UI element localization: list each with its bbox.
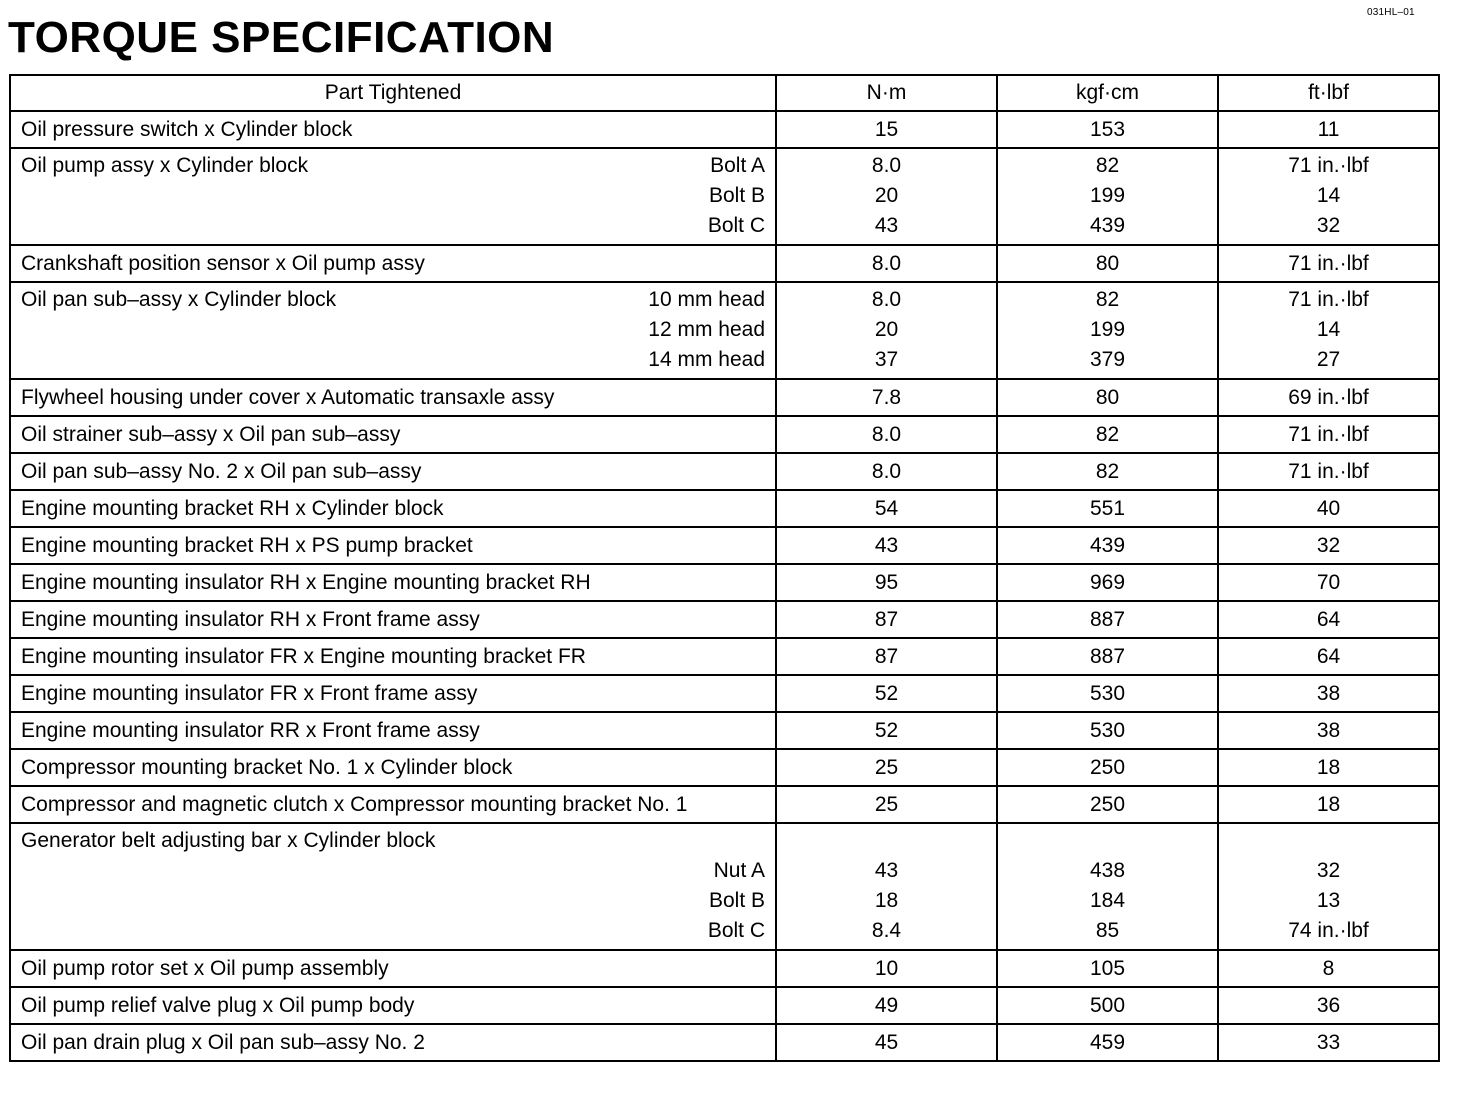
value-ftlbf-text: 14 — [1316, 184, 1341, 207]
value-kgfcm-text: 250 — [1089, 756, 1126, 779]
value-ftlbf-text: 13 — [1316, 889, 1341, 912]
table-row — [10, 416, 1439, 453]
value-ftlbf — [1218, 823, 1439, 950]
value-kgfcm — [997, 282, 1218, 379]
value-nm-text: 45 — [874, 1031, 899, 1054]
value-kgfcm — [997, 527, 1218, 564]
value-kgfcm — [997, 148, 1218, 245]
value-kgfcm-text: 379 — [1089, 348, 1126, 371]
part-cell — [10, 601, 776, 638]
value-ftlbf-text: 36 — [1316, 994, 1341, 1017]
value-nm-text: 8.0 — [871, 460, 902, 483]
sub-label: Bolt B — [708, 184, 765, 207]
part-cell — [10, 749, 776, 786]
value-nm-text: 8.0 — [871, 423, 902, 446]
value-ftlbf-text: 32 — [1316, 859, 1341, 882]
value-ftlbf-text: 32 — [1316, 214, 1341, 237]
value-kgfcm — [997, 786, 1218, 823]
part-name: Oil strainer sub–assy x Oil pan sub–assy — [21, 423, 401, 446]
value-nm — [776, 148, 997, 245]
value-kgfcm-text: 459 — [1089, 1031, 1126, 1054]
value-ftlbf-text: 38 — [1316, 719, 1341, 742]
part-name: Compressor and magnetic clutch x Compressor mounting bracket No. 1 — [21, 793, 688, 816]
table-row — [10, 1024, 1439, 1061]
value-kgfcm-text: 82 — [1095, 288, 1120, 311]
part-line — [21, 285, 765, 315]
part-cell — [10, 282, 776, 379]
value-nm-text: 43 — [874, 214, 899, 237]
blank-line — [777, 826, 996, 856]
table-row — [10, 786, 1439, 823]
value-kgfcm-text: 500 — [1089, 994, 1126, 1017]
value-ftlbf — [1218, 749, 1439, 786]
value-kgfcm-text: 551 — [1089, 497, 1126, 520]
value-kgfcm-text: 153 — [1089, 118, 1126, 141]
table-row — [10, 564, 1439, 601]
table-row — [10, 823, 1439, 950]
value-nm-text: 54 — [874, 497, 899, 520]
value-kgfcm — [997, 490, 1218, 527]
value-kgfcm-text: 530 — [1089, 719, 1126, 742]
part-cell — [10, 675, 776, 712]
part-cell — [10, 379, 776, 416]
part-cell — [10, 987, 776, 1024]
value-nm-text: 43 — [874, 534, 899, 557]
table-row — [10, 675, 1439, 712]
document-code: 031HL–01 — [1367, 7, 1415, 18]
part-cell — [10, 245, 776, 282]
value-ftlbf — [1218, 379, 1439, 416]
value-kgfcm-text: 250 — [1089, 793, 1126, 816]
value-ftlbf — [1218, 282, 1439, 379]
value-ftlbf-text: 14 — [1316, 318, 1341, 341]
value-kgfcm-text: 199 — [1089, 184, 1126, 207]
value-nm-text: 15 — [874, 118, 899, 141]
value-kgfcm-text: 82 — [1095, 423, 1120, 446]
table-row — [10, 148, 1439, 245]
value-ftlbf-text: 18 — [1316, 793, 1341, 816]
value-nm — [776, 111, 997, 148]
sub-label: Nut A — [713, 859, 765, 882]
value-ftlbf-text: 71 in.·lbf — [1288, 423, 1369, 446]
value-kgfcm — [997, 564, 1218, 601]
value-ftlbf — [1218, 786, 1439, 823]
value-nm — [776, 675, 997, 712]
value-nm — [776, 786, 997, 823]
part-cell — [10, 786, 776, 823]
value-ftlbf — [1218, 111, 1439, 148]
value-ftlbf-text: 64 — [1316, 608, 1341, 631]
value-ftlbf — [1218, 453, 1439, 490]
value-nm — [776, 712, 997, 749]
table-row — [10, 712, 1439, 749]
part-cell — [10, 712, 776, 749]
header-row — [10, 75, 1439, 111]
part-cell — [10, 111, 776, 148]
part-name: Oil pump assy x Cylinder block — [21, 154, 309, 177]
sub-label: Bolt C — [707, 214, 765, 237]
value-nm — [776, 453, 997, 490]
value-kgfcm-text: 199 — [1089, 318, 1126, 341]
page-title: TORQUE SPECIFICATION — [8, 13, 555, 62]
value-nm-text: 37 — [874, 348, 899, 371]
value-ftlbf — [1218, 987, 1439, 1024]
value-kgfcm — [997, 416, 1218, 453]
value-nm-text: 8.4 — [871, 919, 902, 942]
part-name: Oil pan sub–assy x Cylinder block — [21, 288, 337, 311]
sub-label: 14 mm head — [648, 348, 765, 371]
value-ftlbf-text: 38 — [1316, 682, 1341, 705]
value-nm — [776, 416, 997, 453]
value-ftlbf-text: 40 — [1316, 497, 1341, 520]
value-kgfcm-text: 439 — [1089, 214, 1126, 237]
value-kgfcm-text: 82 — [1095, 154, 1120, 177]
value-ftlbf-text: 11 — [1317, 118, 1340, 141]
value-nm — [776, 638, 997, 675]
value-kgfcm — [997, 1024, 1218, 1061]
table-row — [10, 282, 1439, 379]
part-name: Engine mounting insulator FR x Engine mounting bracket FR — [21, 645, 586, 668]
part-name: Engine mounting insulator RH x Engine mounting bracket RH — [21, 571, 591, 594]
table-row — [10, 490, 1439, 527]
table-row — [10, 379, 1439, 416]
value-ftlbf-text: 69 in.·lbf — [1288, 386, 1369, 409]
value-kgfcm — [997, 823, 1218, 950]
value-kgfcm — [997, 749, 1218, 786]
value-kgfcm — [997, 601, 1218, 638]
value-ftlbf — [1218, 245, 1439, 282]
value-nm — [776, 1024, 997, 1061]
value-nm-text: 18 — [874, 889, 899, 912]
table-row — [10, 527, 1439, 564]
value-kgfcm — [997, 638, 1218, 675]
value-kgfcm-text: 82 — [1095, 460, 1120, 483]
value-ftlbf — [1218, 1024, 1439, 1061]
value-kgfcm-text: 438 — [1089, 859, 1126, 882]
header-part-tightened: Part Tightened — [10, 75, 776, 111]
sub-label: 10 mm head — [648, 288, 765, 311]
sub-label: Bolt A — [710, 154, 765, 177]
value-kgfcm — [997, 379, 1218, 416]
value-ftlbf-text: 33 — [1316, 1031, 1341, 1054]
value-nm-text: 25 — [874, 756, 899, 779]
table-row — [10, 453, 1439, 490]
part-name: Oil pressure switch x Cylinder block — [21, 118, 353, 141]
value-ftlbf-text: 71 in.·lbf — [1288, 154, 1369, 177]
value-kgfcm-text: 80 — [1095, 252, 1120, 275]
value-nm — [776, 749, 997, 786]
value-nm-text: 8.0 — [871, 288, 902, 311]
part-cell — [10, 490, 776, 527]
part-cell — [10, 527, 776, 564]
value-nm-text: 8.0 — [871, 154, 902, 177]
value-kgfcm — [997, 111, 1218, 148]
part-name: Engine mounting bracket RH x PS pump bracket — [21, 534, 473, 557]
table-row — [10, 950, 1439, 987]
part-name: Engine mounting insulator FR x Front frame assy — [21, 682, 478, 705]
value-nm-text: 7.8 — [871, 386, 902, 409]
value-nm — [776, 282, 997, 379]
value-ftlbf-text: 32 — [1316, 534, 1341, 557]
value-nm — [776, 564, 997, 601]
table-row — [10, 601, 1439, 638]
value-nm — [776, 950, 997, 987]
value-kgfcm-text: 105 — [1089, 957, 1126, 980]
value-nm — [776, 823, 997, 950]
value-ftlbf — [1218, 601, 1439, 638]
value-kgfcm — [997, 675, 1218, 712]
value-kgfcm-text: 439 — [1089, 534, 1126, 557]
blank-line — [998, 826, 1217, 856]
table-row — [10, 111, 1439, 148]
part-cell — [10, 453, 776, 490]
value-ftlbf — [1218, 527, 1439, 564]
value-kgfcm — [997, 245, 1218, 282]
value-nm-text: 87 — [874, 608, 899, 631]
value-kgfcm-text: 530 — [1089, 682, 1126, 705]
value-ftlbf-text: 71 in.·lbf — [1288, 288, 1369, 311]
value-kgfcm-text: 80 — [1095, 386, 1120, 409]
part-cell — [10, 564, 776, 601]
value-kgfcm-text: 85 — [1095, 919, 1120, 942]
part-name: Engine mounting insulator RR x Front frame assy — [21, 719, 480, 742]
value-nm — [776, 490, 997, 527]
value-nm-text: 87 — [874, 645, 899, 668]
table-body — [10, 111, 1439, 1061]
part-name: Engine mounting insulator RH x Front frame assy — [21, 608, 480, 631]
value-ftlbf-text: 71 in.·lbf — [1288, 460, 1369, 483]
value-nm — [776, 379, 997, 416]
table-row — [10, 987, 1439, 1024]
value-ftlbf — [1218, 950, 1439, 987]
value-ftlbf-text: 18 — [1316, 756, 1341, 779]
value-ftlbf — [1218, 675, 1439, 712]
part-name: Generator belt adjusting bar x Cylinder block — [21, 829, 436, 852]
sub-label: Bolt B — [708, 889, 765, 912]
value-nm-text: 52 — [874, 719, 899, 742]
value-ftlbf-text: 64 — [1316, 645, 1341, 668]
part-name: Oil pump relief valve plug x Oil pump body — [21, 994, 415, 1017]
value-nm-text: 20 — [874, 184, 899, 207]
value-ftlbf — [1218, 148, 1439, 245]
part-name: Oil pan sub–assy No. 2 x Oil pan sub–assy — [21, 460, 422, 483]
value-ftlbf — [1218, 490, 1439, 527]
part-name: Flywheel housing under cover x Automatic transaxle assy — [21, 386, 555, 409]
part-name: Engine mounting bracket RH x Cylinder block — [21, 497, 444, 520]
part-cell — [10, 148, 776, 245]
table-row — [10, 638, 1439, 675]
part-line — [21, 151, 765, 181]
value-nm — [776, 245, 997, 282]
value-ftlbf — [1218, 564, 1439, 601]
part-cell — [10, 638, 776, 675]
value-nm-text: 43 — [874, 859, 899, 882]
header-nm: N·m — [776, 75, 997, 111]
value-ftlbf-text: 74 in.·lbf — [1288, 919, 1369, 942]
part-cell — [10, 823, 776, 950]
value-nm — [776, 987, 997, 1024]
value-nm-text: 8.0 — [871, 252, 902, 275]
value-nm-text: 20 — [874, 318, 899, 341]
header-kgfcm: kgf·cm — [997, 75, 1218, 111]
value-ftlbf-text: 71 in.·lbf — [1288, 252, 1369, 275]
sub-label: Bolt C — [707, 919, 765, 942]
value-nm-text: 25 — [874, 793, 899, 816]
value-ftlbf-text: 70 — [1316, 571, 1341, 594]
blank-line — [1219, 826, 1438, 856]
part-name: Oil pan drain plug x Oil pan sub–assy No. 2 — [21, 1031, 425, 1054]
value-kgfcm — [997, 987, 1218, 1024]
table-row — [10, 245, 1439, 282]
value-ftlbf-text: 8 — [1322, 957, 1335, 980]
value-ftlbf-text: 27 — [1316, 348, 1341, 371]
part-name: Oil pump rotor set x Oil pump assembly — [21, 957, 389, 980]
value-kgfcm — [997, 950, 1218, 987]
part-cell — [10, 1024, 776, 1061]
value-kgfcm-text: 969 — [1089, 571, 1126, 594]
table-row — [10, 749, 1439, 786]
sub-label: 12 mm head — [648, 318, 765, 341]
value-kgfcm — [997, 712, 1218, 749]
value-ftlbf — [1218, 712, 1439, 749]
value-nm — [776, 527, 997, 564]
part-name: Crankshaft position sensor x Oil pump assy — [21, 252, 425, 275]
value-kgfcm-text: 184 — [1089, 889, 1126, 912]
header-ftlbf: ft·lbf — [1218, 75, 1439, 111]
part-cell — [10, 416, 776, 453]
value-kgfcm-text: 887 — [1089, 608, 1126, 631]
value-nm-text: 10 — [874, 957, 899, 980]
torque-spec-table — [9, 74, 1440, 1062]
part-cell — [10, 950, 776, 987]
value-nm-text: 52 — [874, 682, 899, 705]
value-kgfcm-text: 887 — [1089, 645, 1126, 668]
value-ftlbf — [1218, 416, 1439, 453]
value-nm-text: 95 — [874, 571, 899, 594]
part-name: Compressor mounting bracket No. 1 x Cylinder block — [21, 756, 513, 779]
value-nm — [776, 601, 997, 638]
value-kgfcm — [997, 453, 1218, 490]
value-nm-text: 49 — [874, 994, 899, 1017]
value-ftlbf — [1218, 638, 1439, 675]
